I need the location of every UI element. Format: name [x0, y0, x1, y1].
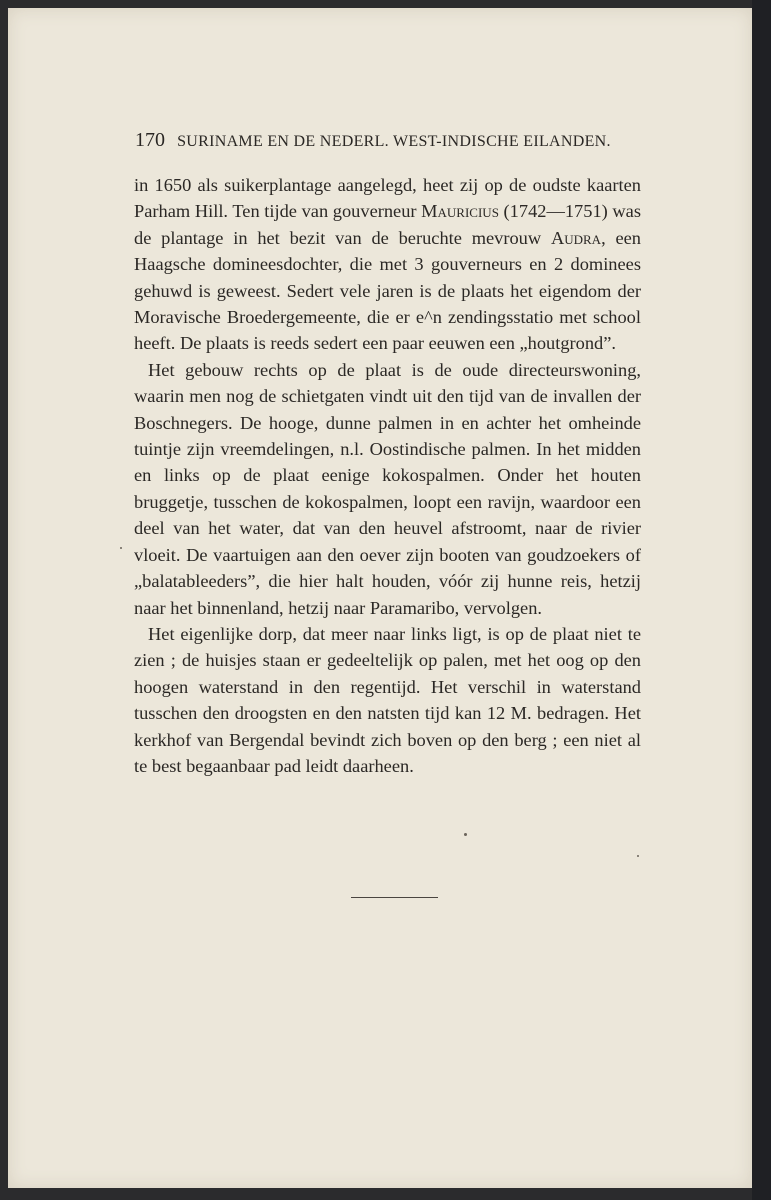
paragraph-1-part-b: (1742—1751) was de plantage in het bezit van de beruchte mevrouw: [134, 201, 641, 248]
paragraph-1-part-a: in 1650 als suikerplantage aangelegd, heet zij op de oudste kaarten Parham Hill. Ten tijde van gouverneur: [134, 175, 641, 222]
paragraph-3: Het eigenlijke dorp, dat meer naar links ligt, is op de plaat niet te zien ; de huisjes staan er gedeeltelijk op palen, met het oog op den hoogen waterstand in den regentijd. Het verschil in waterstand tusschen den droogsten en den natsten tijd kan 12 M. bedragen. Het kerkhof van Bergendal bevindt zich boven op den berg ; een niet al te best begaanbaar pad leidt daarheen.: [134, 623, 641, 776]
person-name-audra: Audra: [550, 227, 602, 248]
ink-speck: [637, 855, 639, 857]
person-name-mauricius: Mauricius: [421, 201, 499, 222]
running-head: [135, 129, 640, 152]
paragraph-2: Het gebouw rechts op de plaat is de oude directeurswoning, waarin men nog de schietgaten vindt uit den tijd van de invallen der Boschnegers. De hooge, dunne palmen in en achter het omheinde tuintje zijn vreemdelingen, n.l. Oostindische palmen. In het midden en links op de plaat eenige kokospalmen. Onder het houten bruggetje, tusschen de kokospalmen, loopt een ravijn, waardoor een deel van het water, dat van den heuvel afstroomt, naar de rivier vloeit. De vaartuigen aan den oever zijn booten van goudzoekers of „balatableeders”, die hier halt houden, vóór zij hunne reis, hetzij naar het binnenland, hetzij naar Paramaribo, vervolgen.: [134, 359, 641, 618]
body-text: [134, 172, 641, 779]
book-spine-edge: [752, 0, 771, 1200]
running-title: SURINAME EN DE NEDERL. WEST-INDISCHE EILANDEN.: [177, 133, 611, 150]
ink-speck: [464, 833, 467, 836]
end-rule: [351, 897, 438, 898]
ink-speck: [120, 547, 122, 549]
paragraph-1: [134, 172, 641, 357]
page-number: 170: [135, 129, 165, 151]
paragraph-1-part-c: , een Haagsche domineesdochter, die met 3 gouverneurs en 2 dominees gehuwd is geweest. Sedert vele jaren is de plaats het eigendom der Moravische Broedergemeente, die er e^n zendingsstatio met school heeft. De plaats is reeds sedert een paar eeuwen een „houtgrond”.: [134, 227, 641, 354]
